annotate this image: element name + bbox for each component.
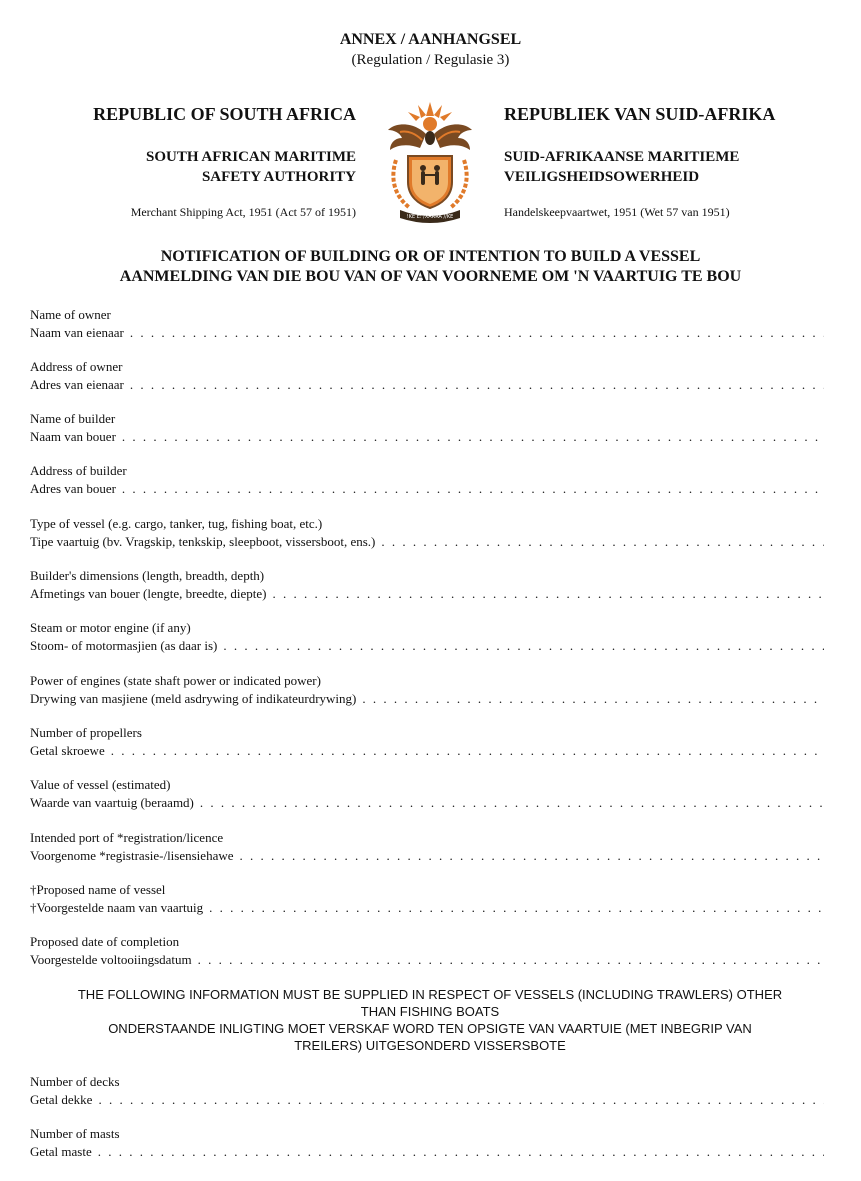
bird-head [425, 131, 435, 145]
field-label-af: Tipe vaartuig (bv. Vragskip, tenkskip, sleepboot, vissersboot, ens.) [30, 534, 376, 549]
other-vessels-heading-en-1: THE FOLLOWING INFORMATION MUST BE SUPPLIED IN RESPECT OF VESSELS (INCLUDING TRAWLERS) OTHER [77, 987, 783, 1002]
notification-title-af: AANMELDING VAN DIE BOU VAN OF VAN VOORNEME OM 'N VAARTUIG TE BOU [119, 268, 742, 285]
dotted-entry-line[interactable] [130, 324, 824, 342]
authority-line-1-af: SUID-AFRIKAANSE MARITIEME [504, 149, 740, 165]
country-name-af: REPUBLIEK VAN SUID-AFRIKA [504, 104, 776, 124]
field-label-af: Getal dekke [30, 1092, 93, 1107]
field-label-af: Getal maste [30, 1144, 92, 1159]
field-label-af: Adres van eienaar [30, 377, 124, 392]
field-label-en: Value of vessel (estimated) [30, 777, 171, 792]
field-number-of-masts [30, 1125, 824, 1161]
annex-subtitle: (Regulation / Regulasie 3) [351, 52, 510, 68]
field-proposed-completion-date [30, 933, 824, 969]
field-label-af: Afmetings van bouer (lengte, breedte, diepte) [30, 586, 267, 601]
field-label-af: Voorgenome *registrasie-/lisensiehawe [30, 848, 234, 863]
coat-of-arms-icon [380, 100, 480, 228]
other-vessels-heading-af-1: ONDERSTAANDE INLIGTING MOET VERSKAF WORD TEN OPSIGTE VAN VAARTUIE (MET INBEGRIP VAN [108, 1021, 752, 1036]
dotted-entry-line[interactable] [111, 742, 824, 760]
dotted-entry-line[interactable] [272, 585, 824, 603]
field-label-af: †Voorgestelde naam van vaartuig [30, 900, 204, 915]
field-label-en: Builder's dimensions (length, breadth, depth) [30, 568, 265, 583]
field-label-en: Number of decks [30, 1074, 120, 1089]
field-number-of-propellers [30, 724, 824, 760]
field-proposed-name [30, 881, 824, 917]
dotted-entry-line[interactable] [130, 376, 824, 394]
field-name-of-owner [30, 306, 824, 342]
dotted-entry-line[interactable] [240, 847, 825, 865]
field-label-af: Naam van bouer [30, 429, 116, 444]
authority-line-2-af: VEILIGSHEIDSOWERHEID [504, 169, 700, 185]
field-label-en: Address of owner [30, 359, 123, 374]
act-reference-af: Handelskeepvaartwet, 1951 (Wet 57 van 1951) [504, 205, 730, 219]
dotted-entry-line[interactable] [362, 690, 824, 708]
field-label-af: Naam van eienaar [30, 325, 124, 340]
dotted-entry-line[interactable] [209, 899, 824, 917]
field-label-en: Number of propellers [30, 725, 142, 740]
field-label-en: †Proposed name of vessel [30, 882, 166, 897]
other-vessels-heading-en-2: THAN FISHING BOATS [360, 1004, 500, 1019]
field-label-en: Name of builder [30, 411, 116, 426]
notification-title-en: NOTIFICATION OF BUILDING OR OF INTENTION TO BUILD A VESSEL [160, 248, 701, 265]
authority-name-af [504, 147, 739, 187]
field-label-af: Getal skroewe [30, 743, 105, 758]
field-value-of-vessel [30, 776, 824, 812]
dotted-entry-line[interactable] [98, 1091, 824, 1109]
field-label-en: Type of vessel (e.g. cargo, tanker, tug, fishing boat, etc.) [30, 516, 323, 531]
field-label-af: Stoom- of motormasjien (as daar is) [30, 638, 218, 653]
motto-text: !KE E: /XARRA //KE [406, 214, 454, 220]
field-name-of-builder [30, 410, 824, 446]
field-label-en: Proposed date of completion [30, 934, 180, 949]
country-name-en: REPUBLIC OF SOUTH AFRICA [93, 104, 356, 124]
field-builders-dimensions [30, 567, 824, 603]
field-steam-or-motor-engine [30, 619, 824, 655]
authority-line-2-en: SAFETY AUTHORITY [201, 169, 356, 185]
field-label-af: Waarde van vaartuig (beraamd) [30, 795, 194, 810]
field-address-of-owner [30, 358, 824, 394]
field-label-af: Voorgestelde voltooiingsdatum [30, 952, 192, 967]
act-reference-en: Merchant Shipping Act, 1951 (Act 57 of 1951) [130, 205, 356, 219]
dotted-entry-line[interactable] [122, 428, 824, 446]
field-label-en: Number of masts [30, 1126, 120, 1141]
authority-line-1-en: SOUTH AFRICAN MARITIME [145, 149, 356, 165]
authority-name-en [146, 147, 356, 187]
field-power-of-engines [30, 672, 824, 708]
field-intended-port [30, 829, 824, 865]
field-label-af: Adres van bouer [30, 481, 116, 496]
notification-title [0, 247, 861, 287]
dotted-entry-line[interactable] [198, 951, 824, 969]
other-vessels-heading [30, 986, 830, 1054]
field-label-en: Name of owner [30, 307, 111, 322]
field-label-en: Address of builder [30, 463, 127, 478]
dotted-entry-line[interactable] [98, 1143, 824, 1161]
dotted-entry-line[interactable] [122, 480, 824, 498]
field-address-of-builder [30, 462, 824, 498]
field-label-en: Steam or motor engine (if any) [30, 620, 191, 635]
field-label-en: Intended port of *registration/licence [30, 830, 224, 845]
field-number-of-decks [30, 1073, 824, 1109]
annex-title: ANNEX / AANHANGSEL [339, 31, 522, 48]
field-label-en: Power of engines (state shaft power or indicated power) [30, 673, 321, 688]
field-type-of-vessel [30, 515, 824, 551]
other-vessels-heading-af-2: TREILERS) UITGESONDERD VISSERSBOTE [294, 1038, 566, 1053]
field-label-af: Drywing van masjiene (meld asdrywing of indikateurdrywing) [30, 691, 357, 706]
dotted-entry-line[interactable] [200, 794, 824, 812]
dotted-entry-line[interactable] [223, 637, 824, 655]
sun [423, 117, 437, 131]
dotted-entry-line[interactable] [381, 533, 824, 551]
